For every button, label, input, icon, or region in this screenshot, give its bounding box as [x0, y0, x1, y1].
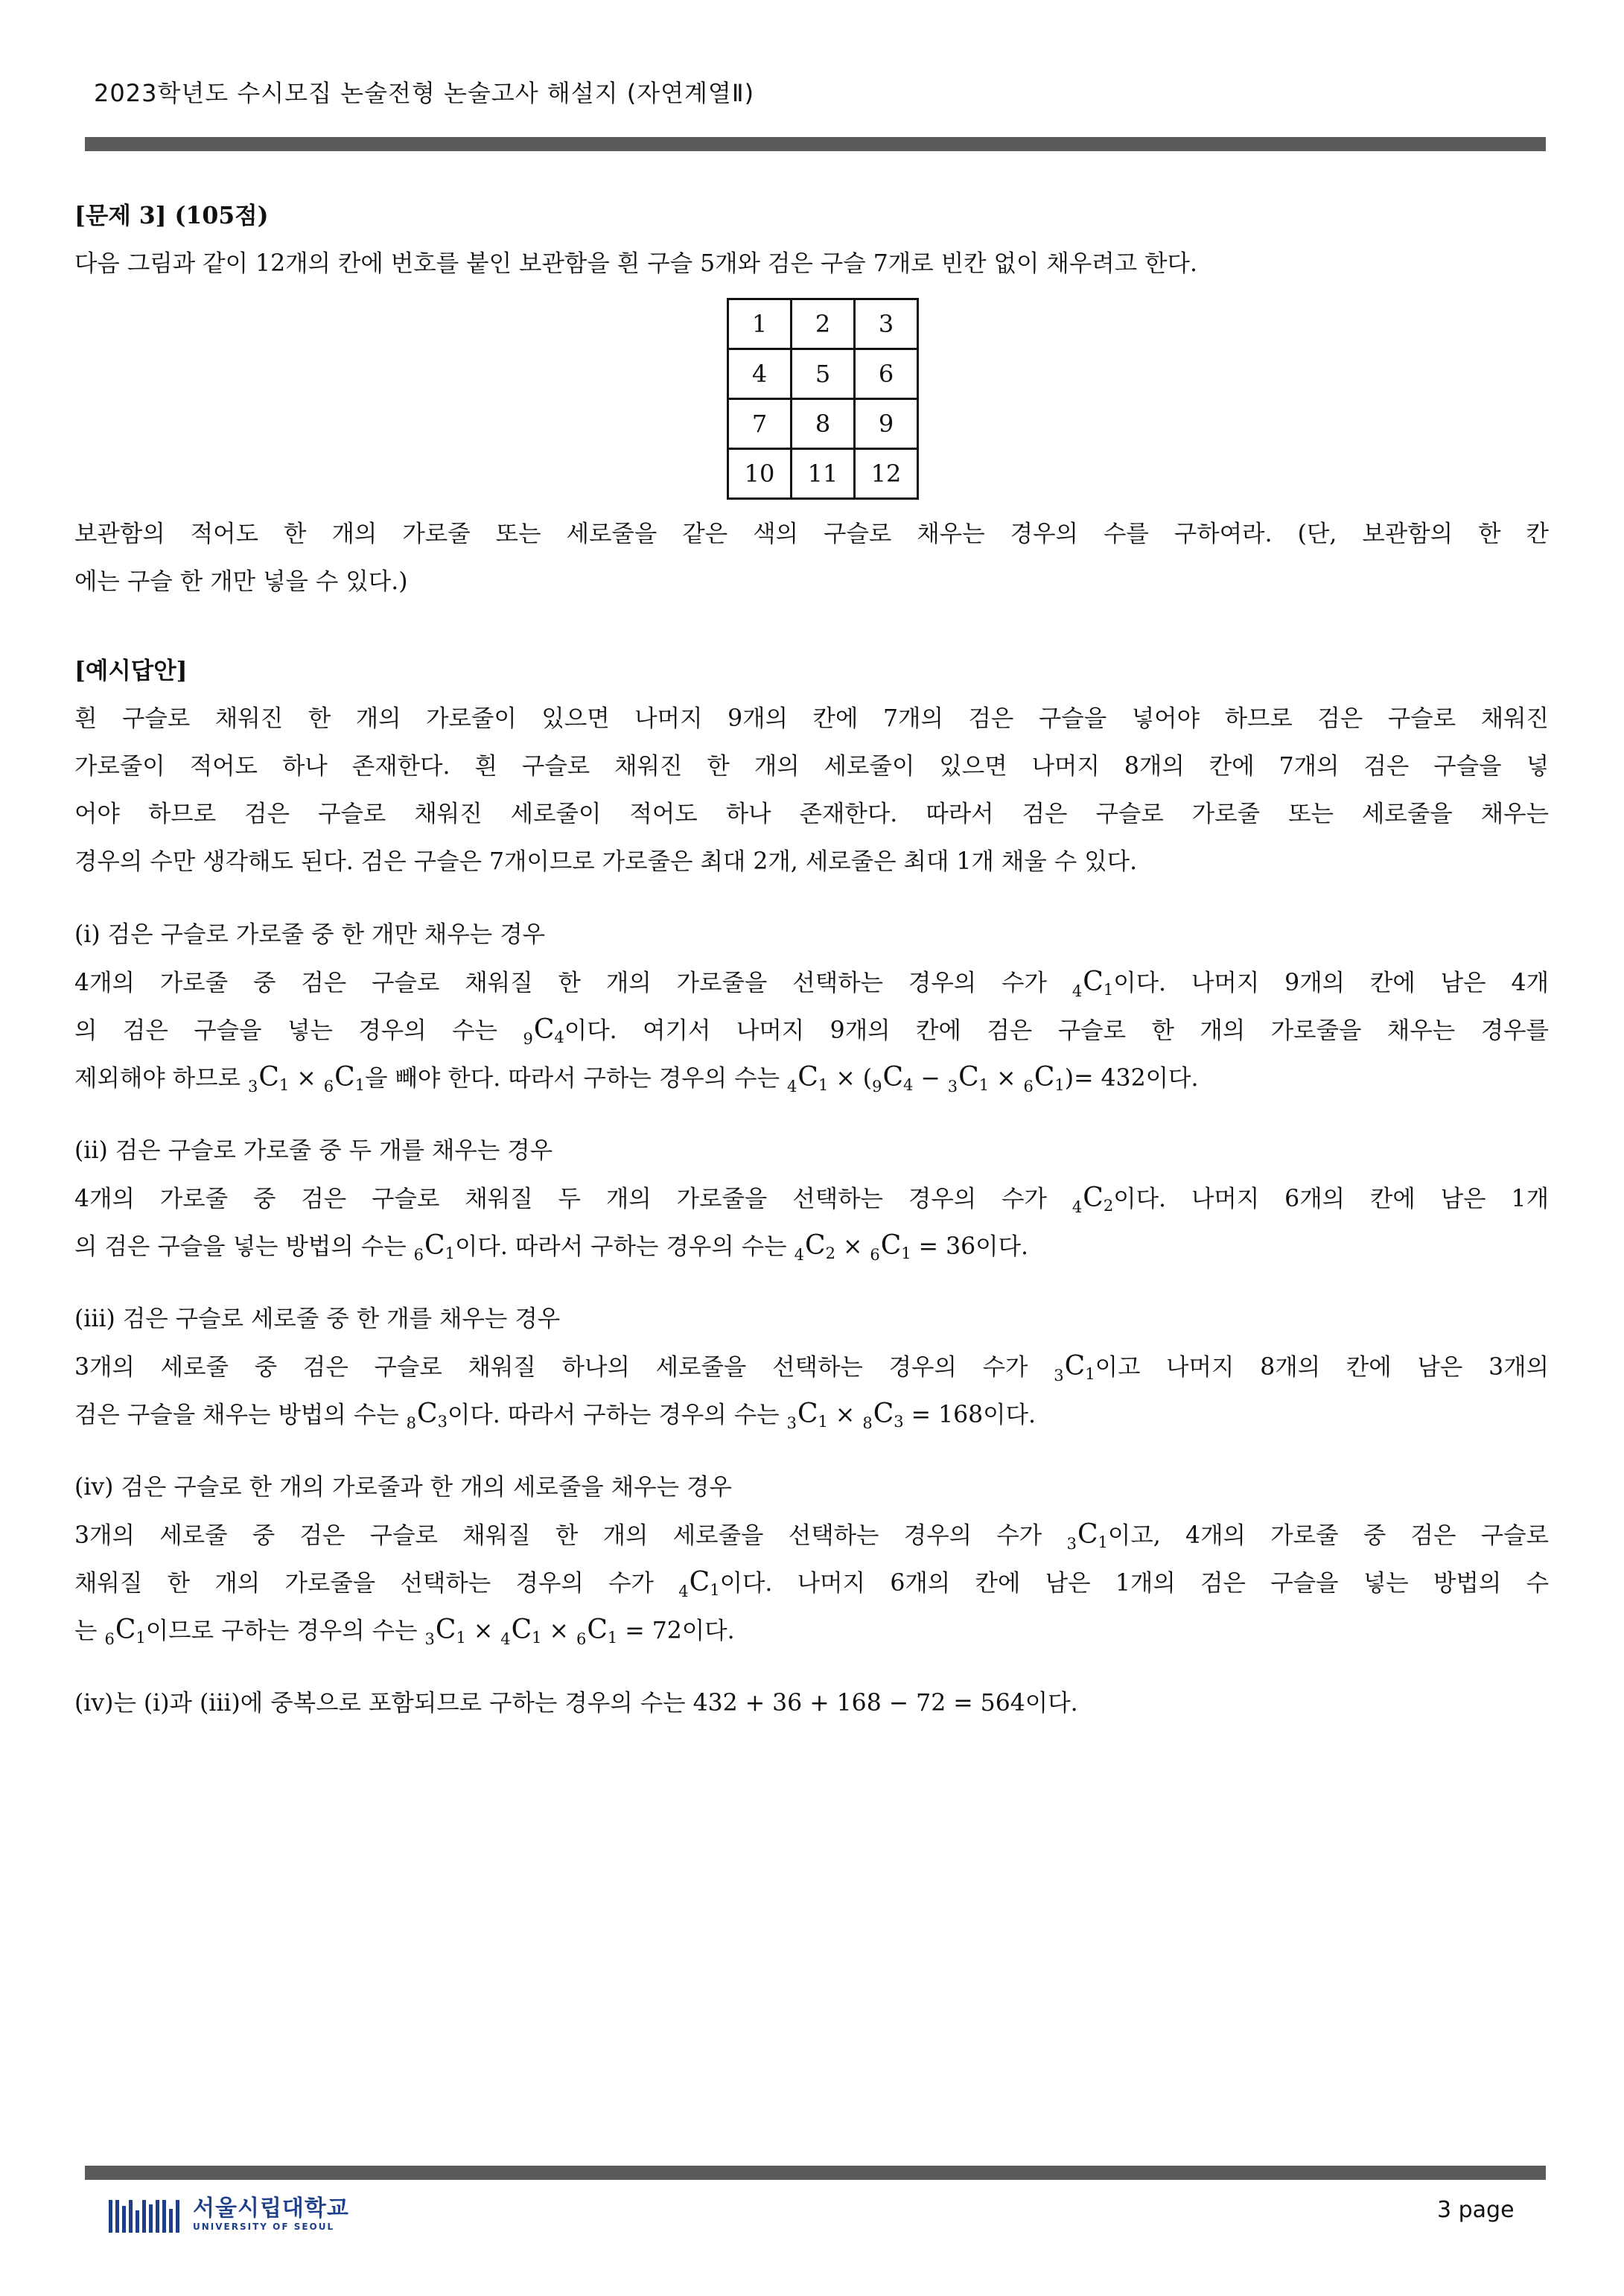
case-3-line: 3개의 세로줄 중 검은 구슬로 채워질 하나의 세로줄을 선택하는 경우의 수가 $_3C_1$이고 나머지 8개의 칸에 남은 3개의 — [74, 1351, 1550, 1384]
case-2-line: 4개의 가로줄 중 검은 구슬로 채워질 두 개의 가로줄을 선택하는 경우의 수가 $_4C_2$이다. 나머지 6개의 칸에 남은 1개 — [74, 1183, 1550, 1216]
answer-heading: [예시답안] — [74, 657, 188, 684]
math-expr: $_4C_1 \times (_9C_4 - _3C_1 \times _6C_1)$ — [787, 1062, 1074, 1095]
math-expr: $_4C_2$ — [1071, 1183, 1114, 1216]
case-1-line: 4개의 가로줄 중 검은 구슬로 채워질 한 개의 가로줄을 선택하는 경우의 수가 $_4C_1$이다. 나머지 9개의 칸에 남은 4개 — [74, 967, 1550, 1000]
locker-grid-figure — [74, 298, 1549, 500]
grid-cell: 3 — [855, 299, 918, 349]
math-expr: $_3C_1 \times _6C_1$ — [248, 1062, 366, 1095]
grid-cell: 4 — [728, 349, 792, 399]
grid-row — [728, 399, 918, 449]
grid-cell: 9 — [855, 399, 918, 449]
math-expr: $_9C_4$ — [523, 1014, 564, 1048]
problem-question-line: 에는 구슬 한 개만 넣을 수 있다.) — [74, 568, 408, 595]
math-expr: $_8C_3$ — [406, 1399, 448, 1432]
answer-intro-line: 흰 구슬로 채워진 한 개의 가로줄이 있으면 나머지 9개의 칸에 7개의 검은 구슬을 넣어야 하므로 검은 구슬로 채워진 — [74, 705, 1549, 732]
locker-grid — [727, 298, 919, 500]
math-expr: $_4C_1$ — [678, 1567, 720, 1600]
grid-cell: 1 — [728, 299, 792, 349]
problem-intro: 다음 그림과 같이 12개의 칸에 번호를 붙인 보관함을 흰 구슬 5개와 검은 구슬 7개로 빈칸 없이 채우려고 한다. — [74, 250, 1197, 277]
case-1-line: 의 검은 구슬을 넣는 경우의 수는 $_9C_4$이다. 여기서 나머지 9개의 칸에 검은 구슬로 한 개의 가로줄을 채우는 경우를 — [74, 1014, 1549, 1048]
case-3-line: 검은 구슬을 채우는 방법의 수는 $_8C_3$이다. 따라서 구하는 경우의 수는 $_3C_1 \times _8C_3 = 168$이다. — [74, 1399, 1037, 1432]
logo-name-english: UNIVERSITY OF SEOUL — [193, 2222, 335, 2232]
case-1-title: (i) 검은 구슬로 가로줄 중 한 개만 채우는 경우 — [74, 921, 546, 948]
math-expr: $_4C_1$ — [1071, 967, 1114, 1000]
grid-cell: 7 — [728, 399, 792, 449]
case-2-title: (ii) 검은 구슬로 가로줄 중 두 개를 채우는 경우 — [74, 1137, 553, 1164]
grid-row — [728, 449, 918, 499]
grid-cell: 6 — [855, 349, 918, 399]
university-logo — [109, 2192, 349, 2237]
answer-intro-line: 어야 하므로 검은 구슬로 채워진 세로줄이 적어도 하나 존재한다. 따라서 검은 구슬로 가로줄 또는 세로줄을 채우는 — [74, 801, 1549, 827]
math-expr: $_4C_2 \times _6C_1$ — [794, 1230, 911, 1264]
logo-name-korean: 서울시립대학교 — [193, 2195, 349, 2222]
footer-divider — [85, 2166, 1546, 2180]
grid-cell: 2 — [792, 299, 855, 349]
math-expr: $_6C_1$ — [104, 1615, 146, 1648]
math-expr: $_3C_1 \times _8C_3$ — [786, 1399, 904, 1432]
case-3-title: (iii) 검은 구슬로 세로줄 중 한 개를 채우는 경우 — [74, 1306, 561, 1332]
document-header-title: 2023학년도 수시모집 논술전형 논술고사 해설지 (자연계열Ⅱ) — [94, 79, 755, 107]
header-divider — [85, 137, 1546, 151]
math-expr: $_3C_1 \times _4C_1 \times _6C_1$ — [424, 1615, 618, 1648]
grid-cell: 11 — [792, 449, 855, 499]
math-expr: $_6C_1$ — [413, 1230, 455, 1264]
answer-conclusion: (iv)는 (i)과 (iii)에 중복으로 포함되므로 구하는 경우의 수는 432 + 36 + 168 − 72 = 564이다. — [74, 1690, 1078, 1717]
case-1-line: 제외해야 하므로 $_3C_1 \times _6C_1$을 빼야 한다. 따라서 구하는 경우의 수는 $_4C_1 \times (_9C_4 - _3C_1 \times _6C_1)= 432$이다. — [74, 1062, 1199, 1095]
problem-heading: [문제 3] (105점) — [74, 202, 269, 229]
page-number: 3 page — [1437, 2197, 1515, 2223]
grid-row — [728, 299, 918, 349]
grid-row — [728, 349, 918, 399]
grid-cell: 5 — [792, 349, 855, 399]
grid-cell: 12 — [855, 449, 918, 499]
case-4-line: 채워질 한 개의 가로줄을 선택하는 경우의 수가 $_4C_1$이다. 나머지 6개의 칸에 남은 1개의 검은 구슬을 넣는 방법의 수 — [74, 1567, 1549, 1600]
case-4-line: 는 $_6C_1$이므로 구하는 경우의 수는 $_3C_1 \times _4C_1 \times _6C_1 = 72$이다. — [74, 1615, 735, 1648]
university-emblem-icon — [109, 2197, 182, 2233]
answer-intro-line: 가로줄이 적어도 하나 존재한다. 흰 구슬로 채워진 한 개의 세로줄이 있으면 나머지 8개의 칸에 7개의 검은 구슬을 넣 — [74, 753, 1549, 780]
case-4-title: (iv) 검은 구슬로 한 개의 가로줄과 한 개의 세로줄을 채우는 경우 — [74, 1474, 732, 1501]
math-expr: $_3C_1$ — [1054, 1351, 1095, 1384]
document-body — [74, 192, 1549, 1727]
case-4-line: 3개의 세로줄 중 검은 구슬로 채워질 한 개의 세로줄을 선택하는 경우의 수가 $_3C_1$이고, 4개의 가로줄 중 검은 구슬로 — [74, 1519, 1550, 1553]
case-2-line: 의 검은 구슬을 넣는 방법의 수는 $_6C_1$이다. 따라서 구하는 경우의 수는 $_4C_2 \times _6C_1 = 36$이다. — [74, 1230, 1029, 1264]
math-expr: $_3C_1$ — [1066, 1519, 1108, 1553]
grid-cell: 8 — [792, 399, 855, 449]
problem-question-line: 보관함의 적어도 한 개의 가로줄 또는 세로줄을 같은 색의 구슬로 채우는 경우의 수를 구하여라. (단, 보관함의 한 칸 — [74, 521, 1549, 547]
grid-cell: 10 — [728, 449, 792, 499]
answer-intro-line: 경우의 수만 생각해도 된다. 검은 구슬은 7개이므로 가로줄은 최대 2개, 세로줄은 최대 1개 채울 수 있다. — [74, 848, 1138, 875]
